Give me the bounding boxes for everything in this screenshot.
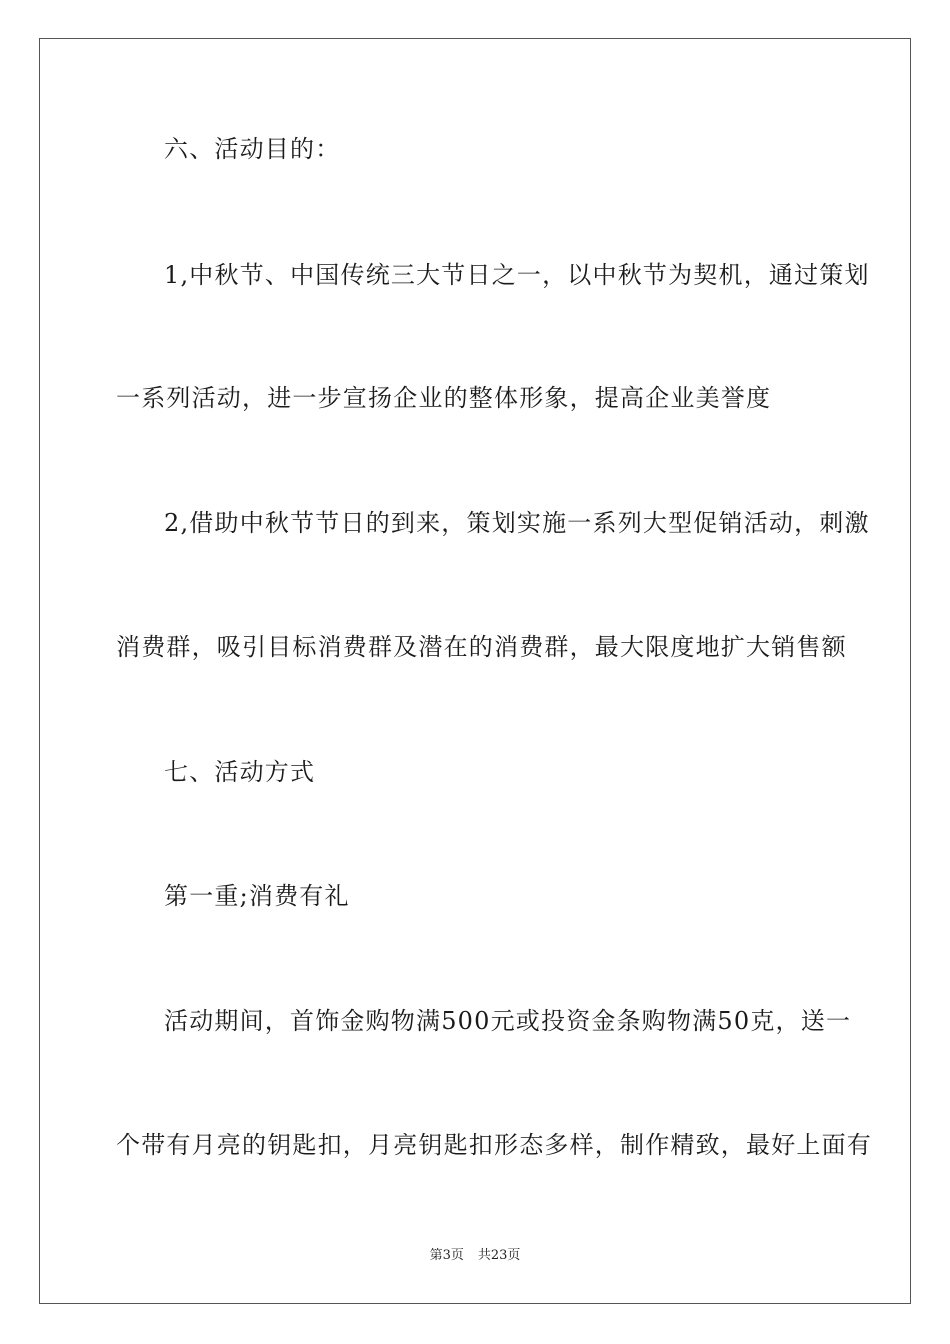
paragraph-line: 个带有月亮的钥匙扣，月亮钥匙扣形态多样，制作精致，最好上面有 bbox=[116, 1131, 872, 1159]
paragraph-line: 一系列活动，进一步宣扬企业的整体形象，提高企业美誉度 bbox=[116, 384, 772, 412]
total-pages: 共23页 bbox=[477, 1248, 521, 1263]
page-footer bbox=[0, 1248, 950, 1264]
section-heading-activity-method: 七、活动方式 bbox=[164, 758, 316, 786]
paragraph-line: 活动期间，首饰金购物满500元或投资金条购物满50克，送一 bbox=[164, 1007, 852, 1035]
section-heading-activity-purpose: 六、活动目的： bbox=[164, 135, 341, 163]
paragraph-line: 消费群，吸引目标消费群及潜在的消费群，最大限度地扩大销售额 bbox=[116, 633, 847, 661]
page-border bbox=[39, 38, 911, 1304]
page-number: 第3页 bbox=[429, 1248, 464, 1263]
paragraph-line: 2,借助中秋节节日的到来，策划实施一系列大型促销活动，刺激 bbox=[164, 509, 870, 537]
subheading-consumption-gift: 第一重;消费有礼 bbox=[164, 882, 350, 910]
paragraph-line: 1,中秋节、中国传统三大节日之一，以中秋节为契机，通过策划 bbox=[164, 261, 870, 289]
